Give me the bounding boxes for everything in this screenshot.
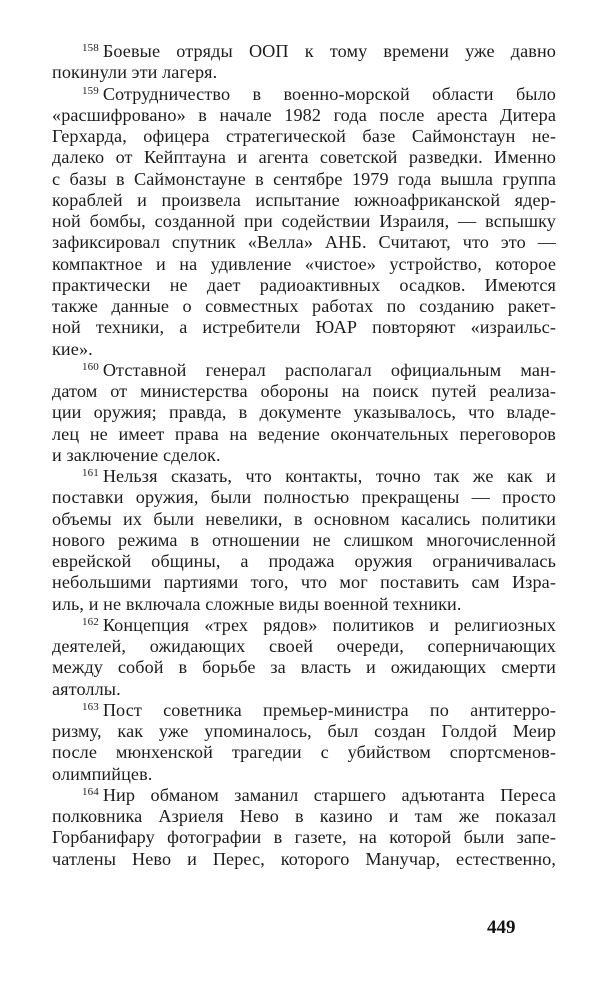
footnote-line: $^{163}$ Пост советника премьер-министра по антитерро- [82, 699, 556, 720]
footnote-line: чатлены Нево и Перес, которого Манучар, естественно, [52, 848, 556, 869]
footnote-line: $^{158}$ Боевые отряды ООП к тому времени уже давно [82, 41, 556, 61]
footnote-line: Горбанифару фотографии в газете, на которой были запе- [52, 827, 556, 848]
footnote-162 [52, 615, 556, 700]
footnote-line: кие». [52, 338, 93, 359]
footnote-line: кораблей и произвела испытание южноафриканской ядер- [52, 189, 556, 210]
footnote-line: иль, и не включала сложные виды военной техники. [52, 593, 462, 614]
footnote-line: еврейской общины, а продажа оружия ограничивалась [52, 551, 556, 571]
footnote-line: полковника Азриеля Нево в казино и там же показал [52, 806, 556, 826]
footnote-number: 158 [82, 42, 99, 54]
footnote-line: $^{164}$ Нир обманом заманил старшего адъютанта Переса [82, 784, 556, 805]
footnote-163 [52, 700, 556, 785]
footnote-line: и заключение сделок. [52, 444, 221, 465]
footnote-161 [52, 466, 556, 615]
footnote-line: зафиксировал спутник «Велла» АНБ. Считают, что это — [52, 232, 556, 253]
footnotes-text-block [52, 41, 556, 870]
footnote-line: Герхарда, офицера стратегической базе Саймонстаун не- [52, 126, 556, 146]
footnote-line: после мюнхенской трагедии с убийством спортсменов- [52, 742, 556, 763]
footnote-line: ризму, как уже упоминалось, был создан Голдой Меир [52, 721, 556, 741]
page-number: 449 [487, 917, 516, 938]
footnote-line: объемы их были невелики, в основном касались политики [52, 508, 556, 529]
footnote-line: далеко от Кейптауна и агента советской разведки. Именно [52, 147, 556, 168]
footnote-line: практически не дает радиоактивных осадков. Имеются [52, 274, 556, 295]
footnote-number: 164 [82, 785, 99, 798]
footnote-line: олимпийцев. [52, 763, 153, 784]
footnote-line: ной техники, а истребители ЮАР повторяют «израильс- [52, 317, 556, 338]
footnote-line: лец не имеет права на ведение окончательных переговоров [52, 423, 556, 444]
footnote-line: компактное и на удивление «чистое» устройство, которое [52, 253, 556, 274]
footnote-158 [52, 41, 556, 84]
footnote-line: покинули эти лагеря. [52, 62, 218, 83]
footnote-line: небольшими партиями того, что мог поставить сам Изра- [52, 572, 556, 593]
footnote-number: 160 [82, 360, 99, 373]
footnote-line: $^{159}$ Сотрудничество в военно-морской области было [82, 83, 556, 104]
footnote-line: $^{161}$ Нельзя сказать, что контакты, точно так же как и [82, 466, 556, 486]
footnote-line: «расшифровано» в начале 1982 года после ареста Дитера [52, 104, 556, 125]
footnote-line: деятелей, ожидающих своей очереди, соперничающих [52, 636, 556, 656]
footnote-line: нового режима в отношении не слишком многочисленной [52, 529, 556, 550]
footnote-159 [52, 84, 556, 360]
footnote-line: $^{160}$ Отставной генерал располагал официальным ман- [82, 359, 556, 380]
footnote-number: 159 [82, 84, 99, 97]
footnote-number: 162 [82, 615, 99, 628]
footnote-line: ции оружия; правда, в документе указывалось, что владе- [52, 402, 556, 423]
footnote-line: между собой в борьбе за власть и ожидающих смерти [52, 657, 556, 678]
footnote-number: 161 [82, 467, 99, 479]
footnote-number: 163 [82, 700, 99, 713]
footnote-line: также данные о совместных работах по созданию ракет- [52, 296, 556, 316]
footnote-line: ной бомбы, созданной при содействии Израиля, — вспышку [52, 211, 556, 231]
footnote-164 [52, 785, 556, 870]
footnote-160 [52, 360, 556, 466]
footnote-line: датом от министерства обороны на поиск путей реализа- [52, 381, 556, 401]
footnote-line: с базы в Саймонстауне в сентябре 1979 года вышла группа [52, 168, 556, 189]
footnote-line: поставки оружия, были полностью прекращены — просто [52, 487, 556, 508]
footnote-line: $^{162}$ Концепция «трех рядов» политиков и религиозных [82, 614, 556, 635]
footnote-line: аятоллы. [52, 678, 121, 699]
